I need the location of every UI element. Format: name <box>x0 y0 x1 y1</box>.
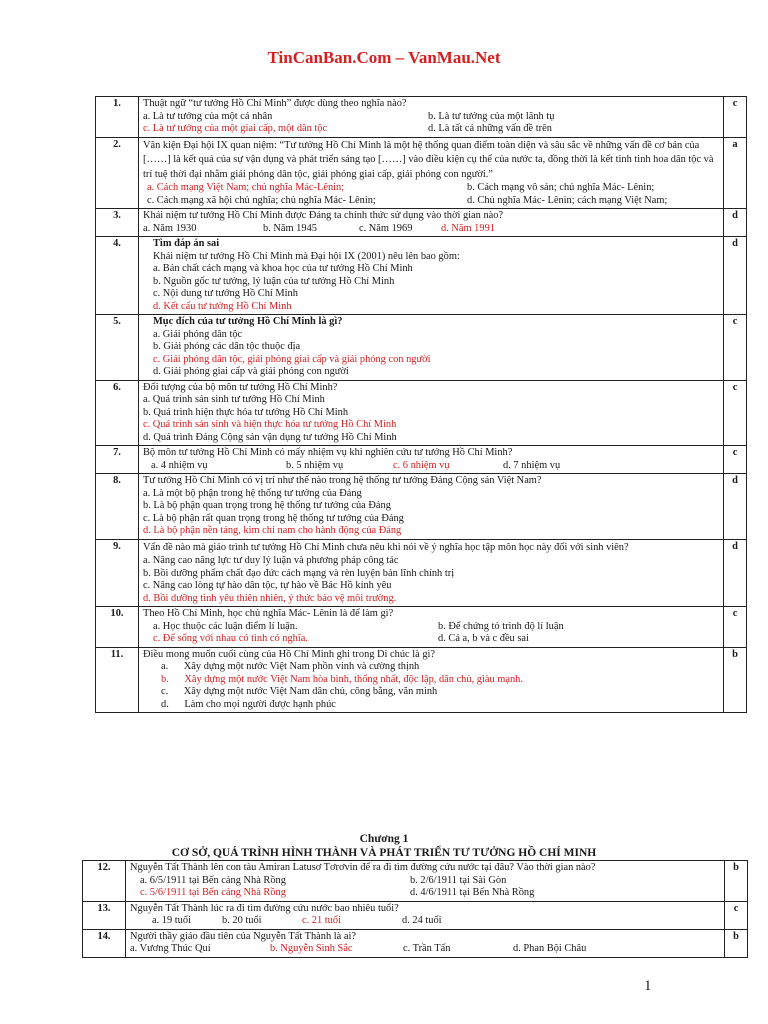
question-text: Tư tưởng Hồ Chí Minh có vị trí như thế nào trong hệ thống tư tưởng Đảng Cộng sản Việt Nam? <box>143 475 542 486</box>
page-number: 1 <box>644 978 652 994</box>
answer-key: c <box>724 446 747 474</box>
option-a: a. 6/5/1911 tại Bến cảng Nhà Rồng <box>140 874 286 886</box>
table-row <box>83 861 748 902</box>
option-a: a. Quá trình sản sinh tư tưởng Hồ Chí Minh <box>143 394 325 405</box>
question-cell <box>126 901 725 929</box>
question-table-chapter1 <box>82 860 748 958</box>
question-number: 6. <box>96 380 139 446</box>
table-row <box>96 137 747 209</box>
question-text: Người thầy giáo đầu tiên của Nguyễn Tất Thành là ai? <box>130 930 356 942</box>
option-b: b. Để chứng tỏ trình độ lí luận <box>438 620 564 632</box>
question-cell <box>139 315 724 381</box>
question-text: Thuật ngữ “tư tưởng Hồ Chí Minh” được dùng theo nghĩa nào? <box>143 98 407 109</box>
option-c-correct: c. Giải phóng dân tộc, giải phóng giai cấp và giải phóng con người <box>153 353 431 365</box>
question-subtext: Khái niệm tư tưởng Hồ Chí Minh mà Đại hội IX (2001) nêu lên bao gồm: <box>153 250 460 262</box>
option-d: d. Giải phóng giai cấp và giải phóng con người <box>153 366 349 377</box>
option-b: b. 20 tuổi <box>222 915 262 926</box>
question-cell <box>139 137 724 209</box>
answer-key: d <box>724 539 747 607</box>
option-c-correct: c. Để sống với nhau có tình có nghĩa. <box>153 633 308 644</box>
option-c: c. Là bộ phận rất quan trọng trong hệ thống tư tưởng của Đảng <box>143 512 404 524</box>
question-cell <box>139 209 724 237</box>
option-c: c. Nội dung tư tưởng Hồ Chí Minh <box>153 288 298 299</box>
question-number: 1. <box>96 97 139 138</box>
table-row <box>96 315 747 381</box>
option-c-correct: c. 5/6/1911 tại Bến cảng Nhà Rồng <box>140 887 286 898</box>
question-cell <box>139 97 724 138</box>
question-cell <box>139 380 724 446</box>
chapter-title: CƠ SỞ, QUÁ TRÌNH HÌNH THÀNH VÀ PHÁT TRIỂN TƯ TƯỞNG HỒ CHÍ MINH <box>171 847 597 859</box>
table-row <box>96 380 747 446</box>
option-a: a. Học thuộc các luận điểm lí luận. <box>153 620 298 632</box>
table-row <box>96 209 747 237</box>
question-number: 10. <box>96 607 139 648</box>
option-c: c. Cách mạng xã hội chủ nghĩa; chủ nghĩa Mác- Lênin; <box>147 194 376 206</box>
option-c: c. Năm 1969 <box>359 222 413 234</box>
option-c-correct: c. 6 nhiệm vụ <box>393 459 450 471</box>
answer-key: b <box>725 861 748 902</box>
question-text: Điều mong muốn cuối cùng của Hồ Chí Minh ghi trong Di chúc là gì? <box>143 648 436 660</box>
option-a: a. Là một bộ phận trong hệ thống tư tưởng của Đảng <box>143 487 362 499</box>
option-d-correct: d. Bồi dưỡng tình yêu thiên nhiên, ý thức bảo vệ môi trường. <box>143 592 397 604</box>
option-a: a. Nâng cao năng lực tư duy lý luận và phương pháp công tác <box>143 555 399 566</box>
option-a: a. 19 tuổi <box>152 915 191 926</box>
option-d-correct: d. Là bộ phận nền tảng, kim chỉ nam cho hành động của Đảng <box>143 525 402 536</box>
site-title: TinCanBan.Com – VanMau.Net <box>267 48 501 67</box>
option-a: a. Giải phóng dân tộc <box>153 328 243 340</box>
question-number: 4. <box>96 237 139 315</box>
option-b: b. Là bộ phận quan trọng trong hệ thống tư tưởng của Đảng <box>143 500 391 511</box>
question-cell <box>126 861 725 902</box>
answer-key: c <box>724 315 747 381</box>
question-cell <box>126 929 725 957</box>
answer-key: c <box>724 380 747 446</box>
option-b: b. Là tư tưởng của một lãnh tụ <box>428 110 555 122</box>
option-c-correct: c. Là tư tưởng của một giai cấp, một dân tộc <box>143 123 328 134</box>
option-d: d. Phan Bội Châu <box>513 943 587 954</box>
option-d: d. 7 nhiệm vụ <box>503 459 561 471</box>
answer-key: d <box>724 237 747 315</box>
question-number: 13. <box>83 901 126 929</box>
question-text: Tìm đáp án sai <box>153 238 220 249</box>
option-a-correct: a. Cách mạng Việt Nam; chủ nghĩa Mác-Lênin; <box>147 182 345 193</box>
option-d: d. 24 tuổi <box>402 915 442 926</box>
table-row <box>96 97 747 138</box>
question-number: 3. <box>96 209 139 237</box>
question-text: Vấn đề nào mà giáo trình tư tưởng Hồ Chí Minh chưa nêu khi nói về ý nghĩa học tập môn học này đối với sinh viên? <box>143 541 629 553</box>
option-b-correct: b. Xây dựng một nước Việt Nam hòa bình, thống nhất, độc lập, dân chủ, giàu mạnh. <box>161 673 523 685</box>
question-cell <box>139 237 724 315</box>
table-row <box>83 901 748 929</box>
table-row <box>83 929 748 957</box>
question-number: 8. <box>96 474 139 540</box>
option-b: b. Bồi dưỡng phẩm chất đạo đức cách mạng và rèn luyện bản lĩnh chính trị <box>143 567 455 579</box>
option-a: a. Xây dựng một nước Việt Nam phồn vinh và cường thịnh <box>161 661 420 672</box>
answer-key: d <box>724 474 747 540</box>
option-b: b. 2/6/1911 tại Sài Gòn <box>410 874 507 886</box>
table-row <box>96 474 747 540</box>
table-row <box>96 446 747 474</box>
answer-key: b <box>725 929 748 957</box>
question-number: 12. <box>83 861 126 902</box>
table-row <box>96 607 747 648</box>
option-d-correct: d. Năm 1991 <box>441 222 495 234</box>
question-number: 11. <box>96 647 139 713</box>
question-text: Đối tượng của bộ môn tư tưởng Hồ Chí Minh? <box>143 381 338 393</box>
question-text: Khái niệm tư tưởng Hồ Chí Minh được Đảng ta chính thức sử dụng vào thời gian nào? <box>143 210 504 221</box>
question-number: 9. <box>96 539 139 607</box>
option-d: d. Là tất cả những vấn đề trên <box>428 123 552 134</box>
option-a: a. Là tư tưởng của một cá nhân <box>143 110 273 122</box>
table-row <box>96 647 747 713</box>
answer-key: c <box>724 607 747 648</box>
question-text: Mục đích của tư tưởng Hồ Chí Minh là gì? <box>153 316 343 327</box>
question-number: 7. <box>96 446 139 474</box>
question-cell <box>139 607 724 648</box>
option-b: b. Cách mạng vô sản; chủ nghĩa Mác- Lênin; <box>467 182 655 193</box>
option-b: b. 5 nhiệm vụ <box>286 459 344 471</box>
option-b: b. Giải phóng các dân tộc thuộc địa <box>153 341 301 352</box>
option-c-correct: c. Quá trình sản sinh và hiện thực hóa tư tưởng Hồ Chí Minh <box>143 419 397 430</box>
option-c: c. Nâng cao lòng tự hào dân tộc, tự hào về Bác Hồ kính yêu <box>143 580 392 591</box>
option-a: a. 4 nhiệm vụ <box>151 459 208 471</box>
table-row <box>96 539 747 607</box>
option-d: d. Cả a, b và c đều sai <box>438 633 529 644</box>
question-cell <box>139 539 724 607</box>
option-b: b. Quá trình hiện thực hóa tư tưởng Hồ Chí Minh <box>143 406 349 418</box>
question-cell <box>139 474 724 540</box>
option-b: b. Năm 1945 <box>263 222 317 234</box>
question-text: Nguyễn Tất Thành lúc ra đi tìm đường cứu nước bao nhiêu tuổi? <box>130 902 399 914</box>
question-cell <box>139 647 724 713</box>
option-b-correct: b. Nguyễn Sinh Sắc <box>270 943 353 954</box>
option-d: d. Chủ nghĩa Mác- Lênin; cách mạng Việt Nam; <box>467 194 668 206</box>
option-c-correct: c. 21 tuổi <box>302 915 341 926</box>
question-number: 2. <box>96 137 139 209</box>
answer-key: d <box>724 209 747 237</box>
answer-key: a <box>724 137 747 209</box>
answer-key: b <box>724 647 747 713</box>
option-a: a. Vương Thúc Quí <box>130 943 211 954</box>
table-row <box>96 237 747 315</box>
option-c: c. Trần Tấn <box>403 943 451 954</box>
question-text: Nguyễn Tất Thành lên con tàu Amiran Latusơ Tơrơvin để ra đi tìm đường cứu nước tại đâu? Vào thời gian nào? <box>130 862 596 873</box>
option-d: d. Quá trình Đảng Cộng sản vận dụng tư tưởng Hồ Chí Minh <box>143 431 397 443</box>
question-table-intro <box>95 96 747 713</box>
option-a: a. Bản chất cách mạng và khoa học của tư tưởng Hồ Chí Minh <box>153 263 413 274</box>
question-text: Văn kiện Đại hội IX quan niệm: “Tư tưởng Hồ Chí Minh là một hệ thống quan điểm toàn diện và sâu sắc về những vấn đề cơ bản của [……] là kết quả của sự vận dụng và phát triển sáng tạo [……] vào điều kiện cụ thể của nước ta, đồng thời là kết tinh tinh hoa dân tộc và trí tuệ thời đại nhằm giải phóng dân tộc, giải phóng giai cấp, giải phóng con người.” <box>143 139 714 180</box>
option-a: a. Năm 1930 <box>143 222 197 234</box>
question-text: Bộ môn tư tưởng Hồ Chí Minh có mấy nhiệm vụ khi nghiên cứu tư tưởng Hồ Chí Minh? <box>143 447 513 458</box>
question-number: 14. <box>83 929 126 957</box>
question-cell <box>139 446 724 474</box>
option-d-correct: d. Kết cấu tư tưởng Hồ Chí Minh <box>153 300 292 312</box>
question-number: 5. <box>96 315 139 381</box>
option-d: d. Làm cho mọi người được hạnh phúc <box>161 698 336 710</box>
question-text: Theo Hồ Chí Minh, học chủ nghĩa Mác- Lênin là để làm gì? <box>143 608 394 619</box>
chapter-label: Chương 1 <box>359 833 409 845</box>
answer-key: c <box>725 901 748 929</box>
option-d: d. 4/6/1911 tại Bến Nhà Rồng <box>410 887 535 898</box>
answer-key: c <box>724 97 747 138</box>
option-b: b. Nguồn gốc tư tưởng, lý luận của tư tưởng Hồ Chí Minh <box>153 275 395 287</box>
option-c: c. Xây dựng một nước Việt Nam dân chủ, công bằng, văn minh <box>161 686 438 697</box>
